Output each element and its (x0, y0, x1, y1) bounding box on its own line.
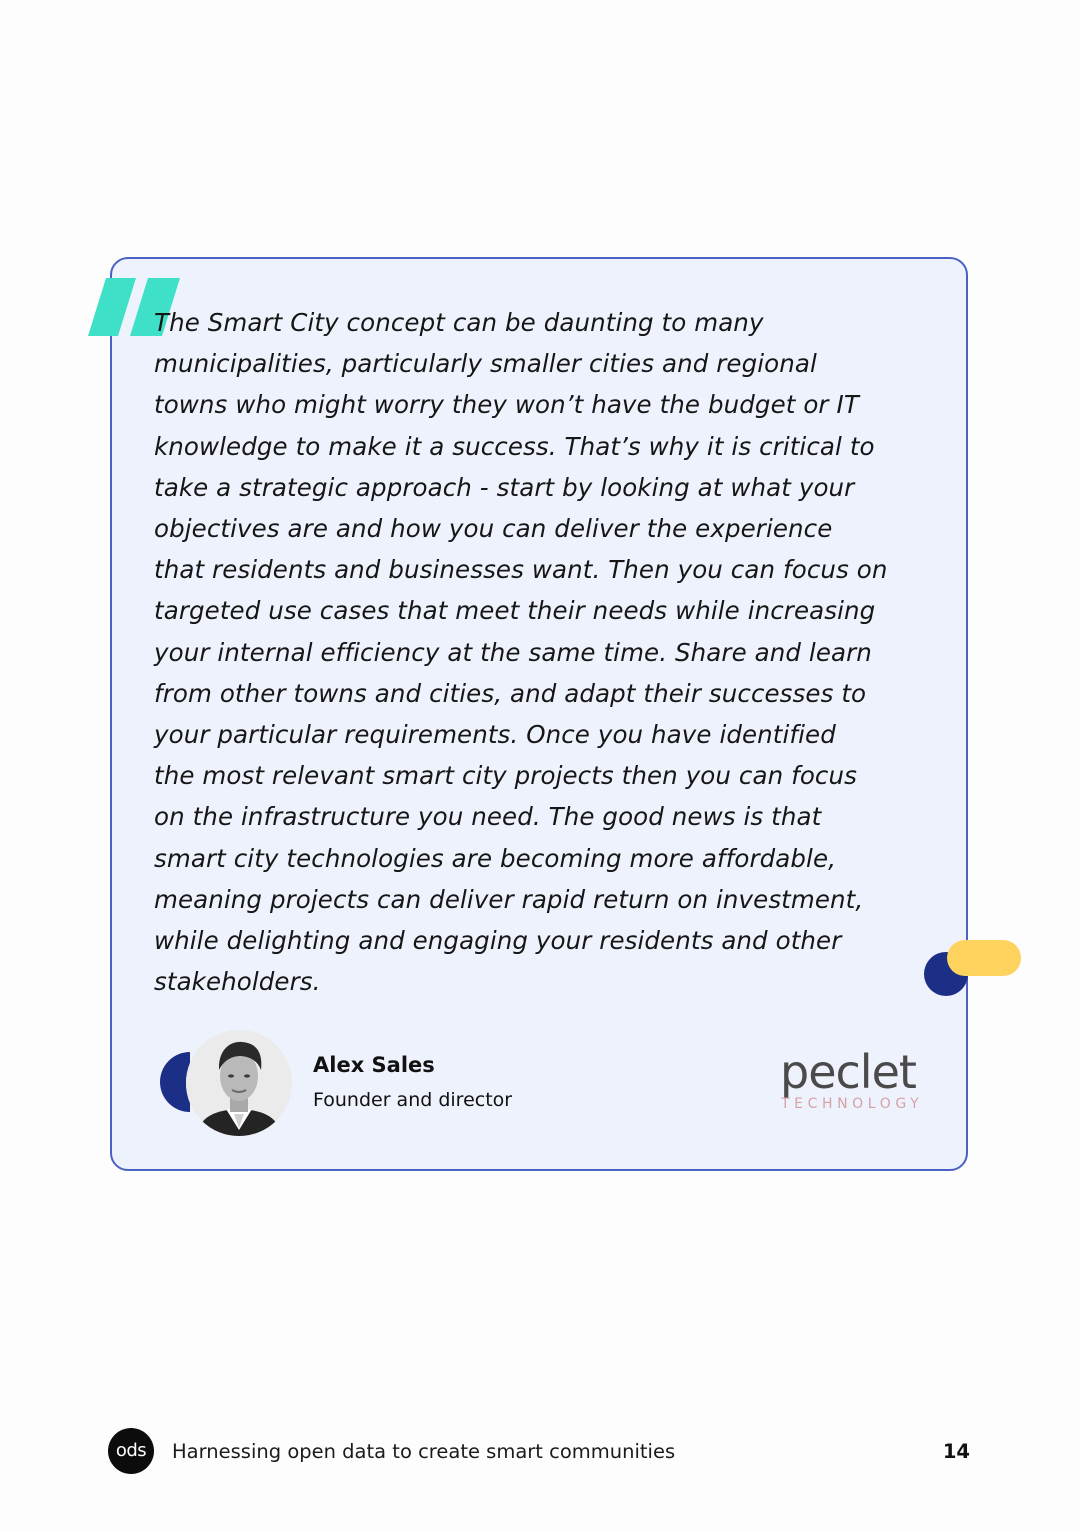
quote-line: municipalities, particularly smaller cities and regional (154, 349, 817, 379)
quote-line: the most relevant smart city projects then you can focus (154, 761, 857, 791)
person-photo (186, 1030, 292, 1136)
author-name: Alex Sales (313, 1053, 435, 1077)
decorative-shapes (922, 936, 1022, 998)
quote-line: The Smart City concept can be daunting to many (154, 308, 764, 337)
quote-line: take a strategic approach - start by looking at what your (154, 472, 855, 502)
author-role: Founder and director (313, 1089, 513, 1111)
quote-line: while delighting and engaging your residents and other (154, 926, 842, 956)
avatar (186, 1030, 292, 1136)
quote-text (154, 302, 924, 1002)
quote-line: targeted use cases that meet their needs while increasing (154, 596, 876, 626)
quote-line: smart city technologies are becoming more affordable, (154, 843, 837, 873)
quote-line: knowledge to make it a success. That’s why it is critical to (154, 431, 875, 461)
quote-line: your particular requirements. Once you have identified (154, 720, 836, 750)
quote-line: meaning projects can deliver rapid return on investment, (154, 884, 864, 914)
logo-subtitle: TECHNOLOGY (781, 1096, 924, 1112)
company-logo (780, 1044, 930, 1120)
quote-line: objectives are and how you can deliver the experience (154, 514, 833, 544)
quote-line: stakeholders. (154, 967, 321, 997)
footer-title: Harnessing open data to create smart communities (172, 1440, 676, 1463)
quote-line: on the infrastructure you need. The good news is that (154, 802, 822, 832)
page-number: 14 (942, 1440, 970, 1463)
quote-line: towns who might worry they won’t have the budget or IT (154, 390, 859, 420)
ods-logo: ods (108, 1428, 154, 1474)
logo-wordmark: peclet (780, 1045, 916, 1099)
quote-line: from other towns and cities, and adapt their successes to (154, 678, 867, 708)
quote-line: your internal efficiency at the same time. Share and learn (154, 637, 872, 667)
quote-line: that residents and businesses want. Then you can focus on (154, 555, 888, 585)
